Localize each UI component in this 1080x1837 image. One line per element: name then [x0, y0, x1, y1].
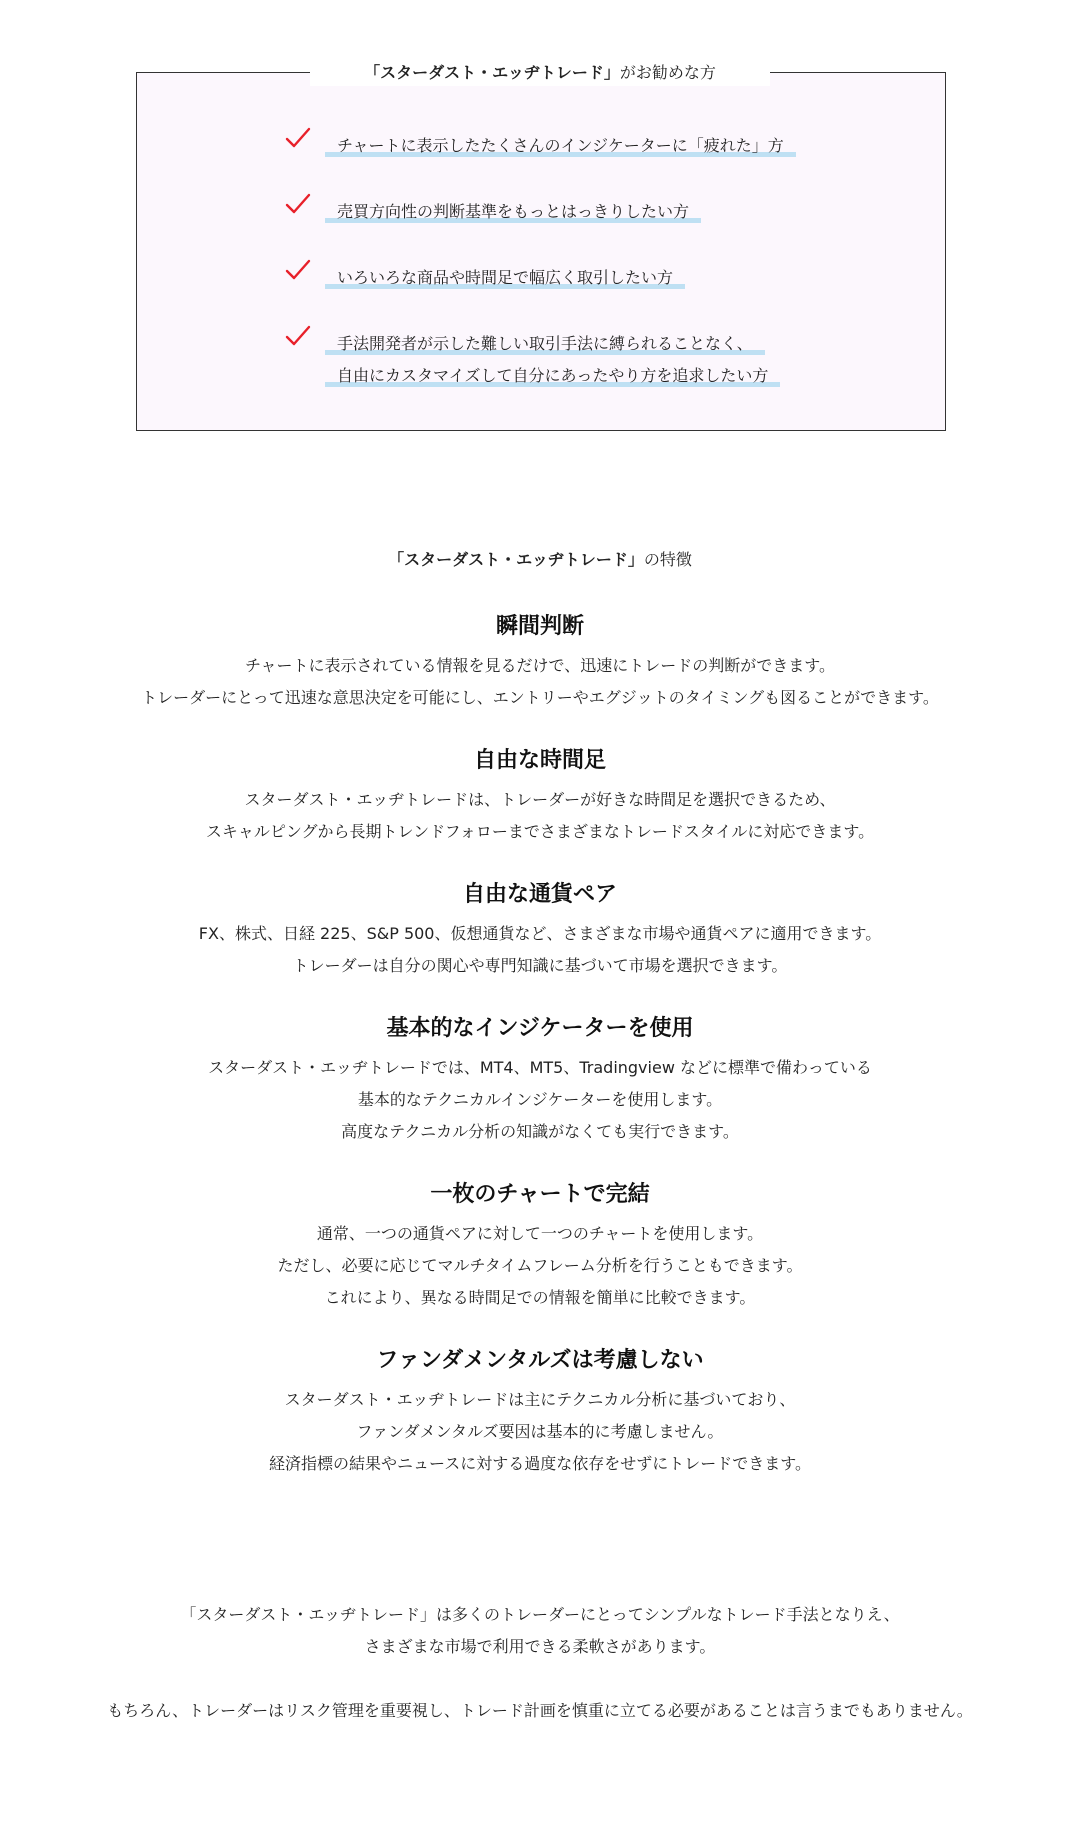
features-heading	[0, 548, 1080, 572]
check-icon	[285, 192, 311, 216]
feature-text: チャートに表示されている情報を見るだけで、迅速にトレードの判断ができます。	[245, 656, 835, 675]
features-heading-bold: 「スターダスト・エッヂトレード」	[388, 550, 644, 569]
feature-title: 一枚のチャートで完結	[430, 1182, 650, 1207]
feature-text: 基本的なテクニカルインジケーターを使用します。	[357, 1090, 723, 1109]
closing-text: 「スターダスト・エッヂトレード」は多くのトレーダーにとってシンプルなトレード手法となりえ、	[180, 1605, 900, 1624]
check-icon	[285, 258, 311, 282]
feature-title: 自由な時間足	[473, 748, 606, 773]
feature-text: スキャルピングから長期トレンドフォローまでさまざまなトレードスタイルに対応できます。	[205, 822, 875, 841]
feature-item	[0, 1178, 1080, 1314]
closing-note: もちろん、トレーダーはリスク管理を重要視し、トレード計画を慎重に立てる必要があることは言うまでもありません。	[107, 1701, 973, 1720]
features-heading-rest: の特徴	[643, 550, 692, 569]
feature-title: 瞬間判断	[495, 614, 584, 639]
feature-text: トレーダーにとって迅速な意思決定を可能にし、エントリーやエグジットのタイミングも図ることができます。	[141, 688, 939, 707]
features-list	[0, 610, 1080, 1510]
recommend-item	[285, 130, 796, 162]
recommend-item-text: 手法開発者が示した難しい取引手法に縛られることなく、	[325, 328, 765, 360]
feature-text: 高度なテクニカル分析の知識がなくても実行できます。	[341, 1122, 739, 1141]
recommend-title	[310, 60, 770, 86]
feature-text: ただし、必要に応じてマルチタイムフレーム分析を行うこともできます。	[277, 1256, 803, 1275]
feature-text: 経済指標の結果やニュースに対する過度な依存をせずにトレードできます。	[269, 1454, 811, 1473]
recommend-title-bold: 「スターダスト・エッヂトレード」	[364, 63, 620, 82]
feature-text: 通常、一つの通貨ペアに対して一つのチャートを使用します。	[316, 1224, 764, 1243]
feature-text: トレーダーは自分の関心や専門知識に基づいて市場を選択できます。	[292, 956, 788, 975]
feature-text: スターダスト・エッヂトレードは、トレーダーが好きな時間足を選択できるため、	[244, 790, 836, 809]
recommend-item	[285, 262, 796, 294]
feature-item	[0, 1344, 1080, 1480]
recommend-item-text: いろいろな商品や時間足で幅広く取引したい方	[325, 262, 685, 294]
recommend-list	[285, 130, 796, 392]
check-icon	[285, 126, 311, 150]
feature-text: スターダスト・エッヂトレードでは、MT4、MT5、Tradingview などに標準で備わっている	[208, 1058, 872, 1077]
recommend-title-rest: がお勧めな方	[619, 63, 716, 82]
recommend-item	[285, 196, 796, 228]
recommend-item-text: チャートに表示したたくさんのインジケーターに「疲れた」方	[325, 130, 796, 162]
feature-item	[0, 744, 1080, 848]
feature-item	[0, 1012, 1080, 1148]
check-icon	[285, 324, 311, 348]
feature-text: スターダスト・エッヂトレードは主にテクニカル分析に基づいており、	[284, 1390, 796, 1409]
closing-text: さまざまな市場で利用できる柔軟さがあります。	[364, 1637, 716, 1656]
feature-title: ファンダメンタルズは考慮しない	[376, 1348, 704, 1373]
feature-text: FX、株式、日経 225、S&P 500、仮想通貨など、さまざまな市場や通貨ペアに適用できます。	[198, 924, 882, 943]
recommend-item-text: 自由にカスタマイズして自分にあったやり方を追求したい方	[325, 360, 780, 392]
feature-text: これにより、異なる時間足での情報を簡単に比較できます。	[324, 1288, 756, 1307]
recommend-item	[285, 328, 796, 392]
feature-item	[0, 878, 1080, 982]
feature-title: 基本的なインジケーターを使用	[386, 1016, 694, 1041]
feature-text: ファンダメンタルズ要因は基本的に考慮しません。	[356, 1422, 724, 1441]
feature-item	[0, 610, 1080, 714]
feature-title: 自由な通貨ペア	[462, 882, 617, 907]
closing-section	[0, 1599, 1080, 1727]
recommend-item-text: 売買方向性の判断基準をもっとはっきりしたい方	[325, 196, 701, 228]
